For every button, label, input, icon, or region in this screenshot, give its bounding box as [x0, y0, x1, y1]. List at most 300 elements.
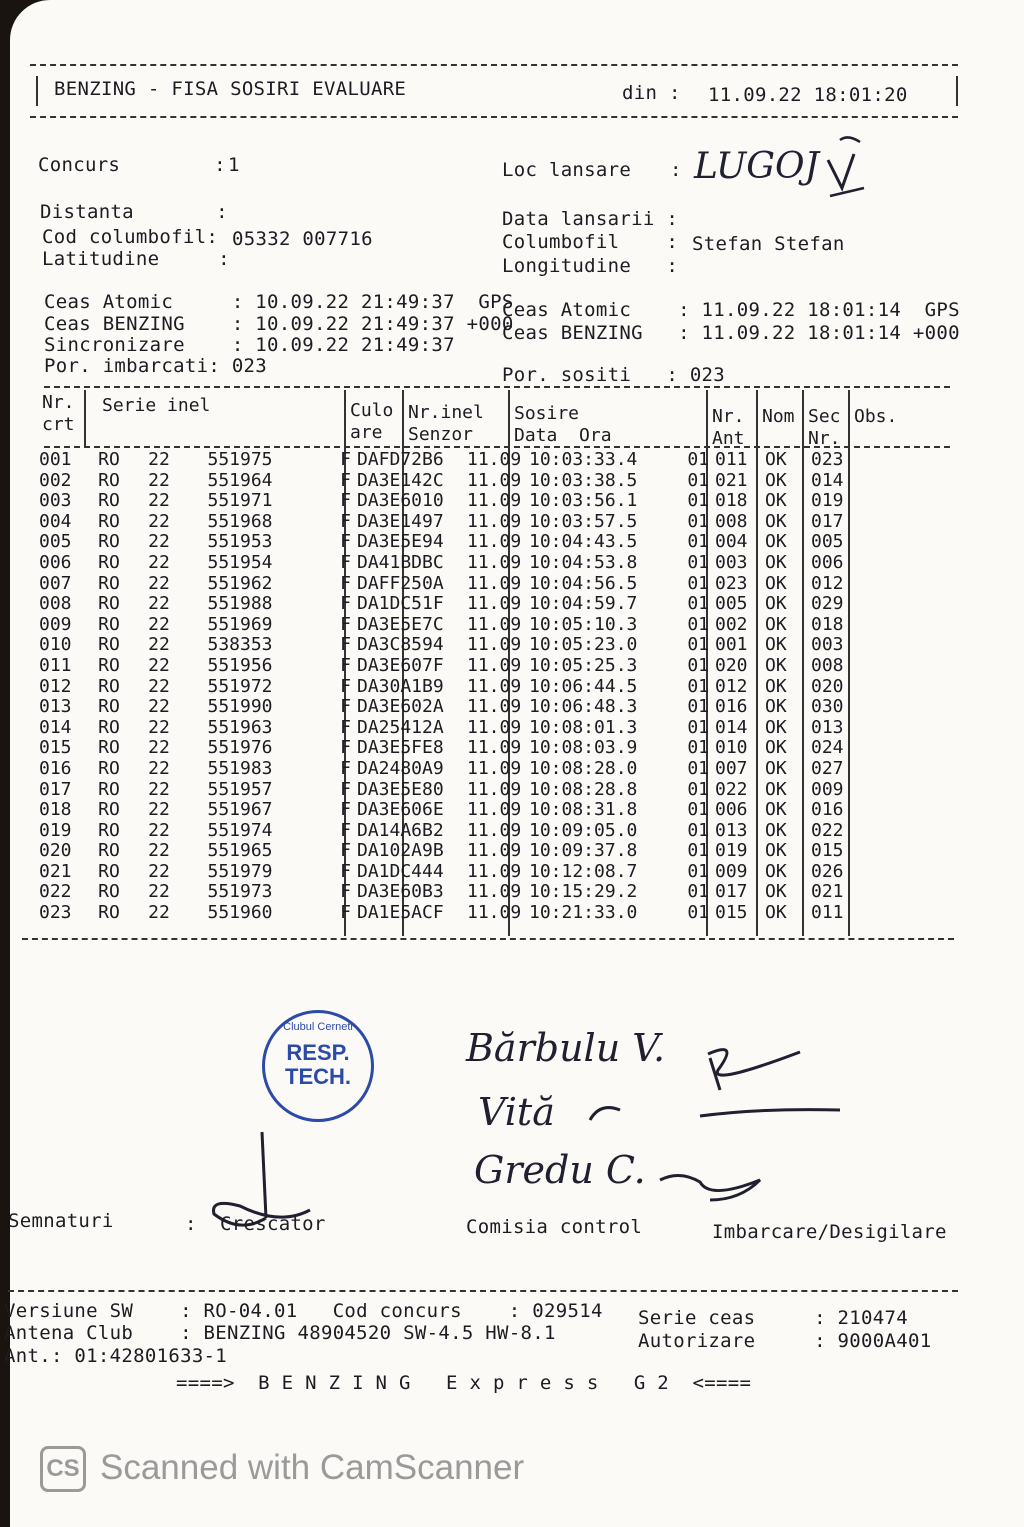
header-left-bar [36, 76, 38, 106]
sensor-ring: DA1DC444 [357, 860, 444, 882]
sec-nr: OK [765, 881, 787, 903]
ring-year: 22 [148, 819, 170, 841]
ring-country: RO [98, 902, 120, 924]
camscanner-watermark: Scanned with CamScanner [100, 1448, 525, 1487]
ring-year: 22 [148, 737, 170, 759]
obs: 022 [811, 819, 844, 841]
sec-nr: OK [765, 840, 787, 862]
obs: 023 [811, 449, 844, 470]
ring-number: 551953 [207, 531, 273, 553]
sensor-ring: DA30A1B9 [357, 675, 444, 697]
ceas-benzing-left: Ceas BENZING : 10.09.22 21:49:37 +000 [44, 313, 514, 335]
data-lansarii-label: Data lansarii : [502, 208, 679, 230]
nr-ant: 01 [687, 490, 709, 512]
obs: 020 [811, 675, 844, 697]
latitudine-label: Latitudine : [42, 248, 230, 270]
table-row [36, 718, 864, 739]
sec-nr: OK [765, 510, 787, 532]
sensor-ring: DA41BDBC [357, 551, 444, 573]
col-header-sec: Sec Nr. [808, 406, 841, 449]
arrival-time: 10:03:56.1 [529, 490, 638, 512]
concurs-label: Concurs : [38, 154, 226, 176]
arrival-time: 10:21:33.0 [529, 902, 638, 924]
camscanner-logo: CS [40, 1446, 86, 1492]
sec-nr: OK [765, 490, 787, 512]
sec-nr: OK [765, 757, 787, 779]
row-nr: 009 [39, 613, 72, 635]
semnaturi-colon: : [185, 1213, 197, 1235]
row-nr: 010 [39, 634, 72, 656]
ring-country: RO [98, 696, 120, 718]
color: F [340, 675, 351, 697]
nom: 023 [715, 572, 748, 594]
arrival-time: 10:05:23.0 [529, 634, 638, 656]
table-row [36, 882, 864, 903]
sec-nr: OK [765, 634, 787, 656]
sensor-ring: DA3E5E94 [357, 531, 444, 553]
col-sep-nr [84, 390, 86, 446]
ring-country: RO [98, 840, 120, 862]
row-nr: 007 [39, 572, 72, 594]
arrival-date: 11.09 [467, 778, 522, 800]
sec-nr: OK [765, 696, 787, 718]
nom: 016 [715, 696, 748, 718]
ceas-benzing-right: Ceas BENZING : 11.09.22 18:01:14 +000 [502, 322, 960, 344]
ring-year: 22 [148, 881, 170, 903]
nom: 010 [715, 737, 748, 759]
arrival-time: 10:05:10.3 [529, 613, 638, 635]
row-nr: 008 [39, 593, 72, 615]
sensor-ring: DA3C8594 [357, 634, 444, 656]
ring-number: 551956 [207, 654, 273, 676]
table-bottom-rule [22, 938, 954, 940]
arrival-date: 11.09 [467, 613, 522, 635]
sensor-ring: DA3E5FE8 [357, 737, 444, 759]
obs: 013 [811, 716, 844, 738]
nr-ant: 01 [687, 613, 709, 635]
ring-year: 22 [148, 675, 170, 697]
nom: 009 [715, 860, 748, 882]
arrival-date: 11.09 [467, 634, 522, 656]
imbarcare-label: Imbarcare/Desigilare [712, 1221, 947, 1243]
color: F [340, 778, 351, 800]
table-row [36, 471, 864, 492]
serie-ceas: Serie ceas : 210474 [638, 1307, 908, 1329]
arrival-time: 10:08:01.3 [529, 716, 638, 738]
nr-ant: 01 [687, 716, 709, 738]
row-nr: 020 [39, 840, 72, 862]
arrival-date: 11.09 [467, 490, 522, 512]
table-row [36, 821, 864, 842]
obs: 021 [811, 881, 844, 903]
col-header-nom: Nom [762, 406, 795, 427]
nom: 012 [715, 675, 748, 697]
table-row [36, 841, 864, 862]
ring-number: 551957 [207, 778, 273, 800]
arrival-time: 10:09:05.0 [529, 819, 638, 841]
resp-tech-stamp [262, 1010, 374, 1122]
ring-country: RO [98, 551, 120, 573]
color: F [340, 716, 351, 738]
nom: 019 [715, 840, 748, 862]
arrival-time: 10:03:33.4 [529, 449, 638, 470]
ring-country: RO [98, 593, 120, 615]
arrival-date: 11.09 [467, 819, 522, 841]
arrival-time: 10:04:53.8 [529, 551, 638, 573]
sensor-ring: DAFF250A [357, 572, 444, 594]
ring-number: 551963 [207, 716, 273, 738]
por-sositi: Por. sositi : 023 [502, 364, 726, 386]
arrival-time: 10:15:29.2 [529, 881, 638, 903]
nom: 021 [715, 469, 748, 491]
sensor-ring: DA1E5ACF [357, 902, 444, 924]
footer-rule [8, 1290, 958, 1292]
crescator-label: Crescator [220, 1213, 326, 1235]
ring-number: 551976 [207, 737, 273, 759]
cod-columbofil-value: 05332 007716 [232, 228, 373, 250]
nr-ant: 01 [687, 654, 709, 676]
sensor-ring: DA3E602A [357, 696, 444, 718]
row-nr: 011 [39, 654, 72, 676]
arrival-date: 11.09 [467, 860, 522, 882]
comisia-control-label: Comisia control [466, 1216, 643, 1238]
arrival-date: 11.09 [467, 902, 522, 924]
handwritten-signature-1: Bărbulu V. [466, 1026, 666, 1070]
row-nr: 006 [39, 551, 72, 573]
row-nr: 013 [39, 696, 72, 718]
ring-country: RO [98, 778, 120, 800]
arrival-time: 10:12:08.7 [529, 860, 638, 882]
ring-year: 22 [148, 902, 170, 924]
arrival-date: 11.09 [467, 531, 522, 553]
sensor-ring: DA3E5E80 [357, 778, 444, 800]
row-nr: 015 [39, 737, 72, 759]
ring-country: RO [98, 469, 120, 491]
obs: 026 [811, 860, 844, 882]
arrival-date: 11.09 [467, 593, 522, 615]
loc-lansare-handwritten: LUGOJ [694, 146, 819, 187]
nr-ant: 01 [687, 572, 709, 594]
sec-nr: OK [765, 593, 787, 615]
nr-ant: 01 [687, 593, 709, 615]
ring-country: RO [98, 531, 120, 553]
arrival-time: 10:06:44.5 [529, 675, 638, 697]
arrival-date: 11.09 [467, 757, 522, 779]
ring-number: 551975 [207, 449, 273, 470]
ring-year: 22 [148, 572, 170, 594]
nom: 005 [715, 593, 748, 615]
obs: 019 [811, 490, 844, 512]
nr-ant: 01 [687, 881, 709, 903]
din-value: 11.09.22 18:01:20 [708, 84, 908, 106]
ring-country: RO [98, 799, 120, 821]
obs: 011 [811, 902, 844, 924]
ring-year: 22 [148, 840, 170, 862]
ring-year: 22 [148, 654, 170, 676]
table-row [36, 450, 864, 471]
sensor-ring: DA2480A9 [357, 757, 444, 779]
arrival-time: 10:04:59.7 [529, 593, 638, 615]
nom: 017 [715, 881, 748, 903]
color: F [340, 572, 351, 594]
nr-ant: 01 [687, 799, 709, 821]
row-nr: 019 [39, 819, 72, 841]
header-top-rule [30, 64, 958, 66]
ring-number: 551972 [207, 675, 273, 697]
row-nr: 021 [39, 860, 72, 882]
row-nr: 017 [39, 778, 72, 800]
row-nr: 002 [39, 469, 72, 491]
sec-nr: OK [765, 531, 787, 553]
sec-nr: OK [765, 551, 787, 573]
sec-nr: OK [765, 819, 787, 841]
ring-number: 551964 [207, 469, 273, 491]
arrival-time: 10:04:56.5 [529, 572, 638, 594]
color: F [340, 469, 351, 491]
table-row [36, 512, 864, 533]
ring-number: 551965 [207, 840, 273, 862]
table-row [36, 903, 864, 924]
color: F [340, 449, 351, 470]
antena-club: Antena Club : BENZING 48904520 SW-4.5 HW-8.1 [4, 1322, 556, 1344]
arrival-date: 11.09 [467, 572, 522, 594]
row-nr: 005 [39, 531, 72, 553]
table-row [36, 553, 864, 574]
obs: 005 [811, 531, 844, 553]
table-row [36, 491, 864, 512]
check-mark-handwritten [820, 130, 870, 200]
sensor-ring: DA14A6B2 [357, 819, 444, 841]
table-row [36, 759, 864, 780]
ring-year: 22 [148, 469, 170, 491]
sensor-ring: DA102A9B [357, 840, 444, 862]
columbofil-label: Columbofil : [502, 231, 679, 253]
obs: 006 [811, 551, 844, 573]
color: F [340, 696, 351, 718]
row-nr: 023 [39, 902, 72, 924]
nr-ant: 01 [687, 778, 709, 800]
ring-country: RO [98, 510, 120, 532]
sec-nr: OK [765, 902, 787, 924]
stamp-line2: TECH. [285, 1064, 351, 1089]
color: F [340, 654, 351, 676]
ring-number: 551954 [207, 551, 273, 573]
nom: 020 [715, 654, 748, 676]
obs: 003 [811, 634, 844, 656]
arrival-time: 10:08:28.8 [529, 778, 638, 800]
nom: 007 [715, 757, 748, 779]
nom: 003 [715, 551, 748, 573]
handwritten-signature-2: Vită [478, 1090, 555, 1134]
din-label: din : [622, 82, 681, 104]
ring-year: 22 [148, 716, 170, 738]
nr-ant: 01 [687, 819, 709, 841]
sensor-ring: DA3E607F [357, 654, 444, 676]
sec-nr: OK [765, 613, 787, 635]
ring-number: 551967 [207, 799, 273, 821]
sec-nr: OK [765, 572, 787, 594]
loc-lansare-label: Loc lansare [502, 159, 632, 181]
row-nr: 014 [39, 716, 72, 738]
sec-nr: OK [765, 799, 787, 821]
sensor-ring: DA3E142C [357, 469, 444, 491]
longitudine-label: Longitudine : [502, 255, 679, 277]
color: F [340, 860, 351, 882]
sensor-ring: DA1DC51F [357, 593, 444, 615]
versiune-sw: Versiune SW : RO-04.01 Cod concurs : 029514 [4, 1300, 603, 1322]
arrival-time: 10:06:48.3 [529, 696, 638, 718]
obs: 024 [811, 737, 844, 759]
arrival-date: 11.09 [467, 449, 522, 470]
ring-year: 22 [148, 449, 170, 470]
nom: 001 [715, 634, 748, 656]
table-row [36, 635, 864, 656]
ring-country: RO [98, 634, 120, 656]
ring-number: 551968 [207, 510, 273, 532]
ring-number: 551962 [207, 572, 273, 594]
table-row [36, 574, 864, 595]
handwritten-signature-3: Gredu C. [474, 1148, 646, 1192]
nr-ant: 01 [687, 531, 709, 553]
report-title: BENZING - FISA SOSIRI EVALUARE [54, 78, 407, 100]
nr-ant: 01 [687, 634, 709, 656]
ring-number: 551990 [207, 696, 273, 718]
ring-number: 551974 [207, 819, 273, 841]
row-nr: 012 [39, 675, 72, 697]
arrival-time: 10:03:38.5 [529, 469, 638, 491]
color: F [340, 881, 351, 903]
obs: 017 [811, 510, 844, 532]
arrival-time: 10:08:28.0 [529, 757, 638, 779]
col-header-serie: Serie inel [102, 395, 211, 416]
sec-nr: OK [765, 469, 787, 491]
obs: 009 [811, 778, 844, 800]
row-nr: 004 [39, 510, 72, 532]
table-top-rule [44, 386, 950, 388]
row-nr: 022 [39, 881, 72, 903]
ant-number: Ant.: 01:42801633-1 [4, 1345, 228, 1367]
ring-country: RO [98, 449, 120, 470]
col-header-nr: Nr. crt [42, 392, 75, 435]
nom: 022 [715, 778, 748, 800]
obs: 016 [811, 799, 844, 821]
color: F [340, 757, 351, 779]
ring-country: RO [98, 860, 120, 882]
color: F [340, 551, 351, 573]
ring-year: 22 [148, 634, 170, 656]
header-right-bar [956, 76, 958, 106]
arrival-date: 11.09 [467, 881, 522, 903]
col-header-sosire: Sosire Data Ora [514, 403, 612, 446]
row-nr: 016 [39, 757, 72, 779]
arrival-date: 11.09 [467, 510, 522, 532]
nr-ant: 01 [687, 469, 709, 491]
arrivals-table [36, 450, 864, 924]
sec-nr: OK [765, 716, 787, 738]
obs: 012 [811, 572, 844, 594]
color: F [340, 902, 351, 924]
sensor-ring: DA3E5E7C [357, 613, 444, 635]
col-header-nrinel: Nr.inel Senzor [408, 402, 484, 445]
sensor-ring: DA3E60B3 [357, 881, 444, 903]
loc-lansare-colon: : [670, 159, 682, 181]
nom: 014 [715, 716, 748, 738]
ceas-atomic-right: Ceas Atomic : 11.09.22 18:01:14 GPS [502, 299, 960, 321]
sensor-ring: DA3E606E [357, 799, 444, 821]
color: F [340, 634, 351, 656]
ring-number: 551983 [207, 757, 273, 779]
color: F [340, 613, 351, 635]
obs: 027 [811, 757, 844, 779]
nr-ant: 01 [687, 757, 709, 779]
nom: 013 [715, 819, 748, 841]
color: F [340, 593, 351, 615]
nom: 006 [715, 799, 748, 821]
columbofil-value: Stefan Stefan [692, 233, 845, 255]
row-nr: 018 [39, 799, 72, 821]
obs: 030 [811, 696, 844, 718]
sec-nr: OK [765, 675, 787, 697]
sec-nr: OK [765, 737, 787, 759]
cod-columbofil-label: Cod columbofil: [42, 226, 219, 248]
nom: 008 [715, 510, 748, 532]
col-header-culoare: Culo are [350, 400, 394, 443]
col-header-nrant: Nr. Ant [712, 406, 745, 449]
ring-year: 22 [148, 531, 170, 553]
distanta-label: Distanta : [40, 201, 228, 223]
sensor-ring: DAFD72B6 [357, 449, 444, 470]
arrival-time: 10:08:31.8 [529, 799, 638, 821]
concurs-value: 1 [228, 154, 240, 176]
arrival-date: 11.09 [467, 675, 522, 697]
ring-number: 551971 [207, 490, 273, 512]
sensor-ring: DA3E6010 [357, 490, 444, 512]
stamp-ring-text: Clubul Cerneti [283, 1021, 353, 1033]
ring-country: RO [98, 572, 120, 594]
nr-ant: 01 [687, 737, 709, 759]
stamp-line1: RESP. [286, 1040, 350, 1065]
table-row [36, 862, 864, 883]
arrival-date: 11.09 [467, 716, 522, 738]
arrival-date: 11.09 [467, 737, 522, 759]
ring-year: 22 [148, 613, 170, 635]
color: F [340, 737, 351, 759]
sincronizare: Sincronizare : 10.09.22 21:49:37 [44, 334, 455, 356]
sec-nr: OK [765, 449, 787, 470]
obs: 008 [811, 654, 844, 676]
obs: 014 [811, 469, 844, 491]
por-imbarcati: Por. imbarcati: 023 [44, 355, 268, 377]
arrival-date: 11.09 [467, 799, 522, 821]
ring-year: 22 [148, 490, 170, 512]
ring-year: 22 [148, 510, 170, 532]
nom: 018 [715, 490, 748, 512]
arrival-time: 10:08:03.9 [529, 737, 638, 759]
ring-number: 551960 [207, 902, 273, 924]
arrival-date: 11.09 [467, 654, 522, 676]
sec-nr: OK [765, 860, 787, 882]
sec-nr: OK [765, 654, 787, 676]
ring-year: 22 [148, 757, 170, 779]
table-row [36, 615, 864, 636]
autorizare: Autorizare : 9000A401 [638, 1330, 932, 1352]
nom: 015 [715, 902, 748, 924]
col-header-obs: Obs. [854, 406, 898, 427]
ceas-atomic-left: Ceas Atomic : 10.09.22 21:49:37 GPS [44, 291, 514, 313]
arrival-date: 11.09 [467, 696, 522, 718]
ring-year: 22 [148, 551, 170, 573]
nom: 011 [715, 449, 748, 470]
